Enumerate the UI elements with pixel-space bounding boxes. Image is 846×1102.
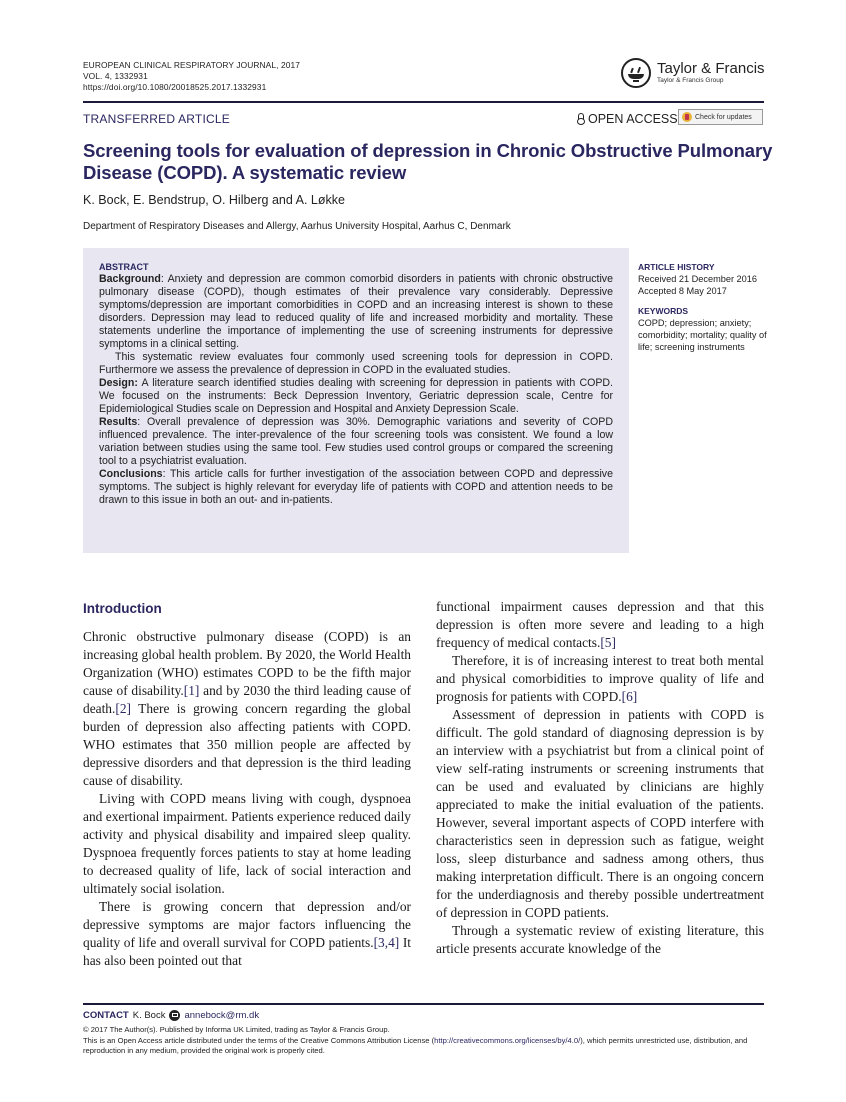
check-for-updates-button[interactable] (678, 109, 763, 125)
oil-lamp-logo-icon (621, 58, 651, 88)
citation-link[interactable]: [1] (183, 683, 200, 698)
article-authors: K. Bock, E. Bendstrup, O. Hilberg and A. Løkke (83, 193, 345, 207)
check-updates-label: Check for updates (695, 113, 752, 121)
body-paragraph: Living with COPD means living with cough, dyspnoea and exertional impairment. Patients experience reduced daily activity and physical disability and impaired sleep quality. Dyspnoea frequently forces patients to stay at home leading to decreased quality of life, lack of social interaction and ultimately social isolation. (83, 791, 411, 896)
conclusions-label: Conclusions (99, 468, 163, 480)
contact-email-link[interactable]: annebock@rm.dk (184, 1010, 260, 1021)
results-label: Results (99, 416, 138, 428)
footer-divider (83, 1003, 764, 1005)
article-type: TRANSFERRED ARTICLE (83, 112, 230, 126)
history-heading: ARTICLE HISTORY (638, 262, 715, 272)
publisher-name: Taylor & Francis (657, 60, 765, 77)
body-paragraph: Therefore, it is of increasing interest to treat both mental and physical comorbidities to improve quality of life and prognosis for patients with COPD.[6] (436, 653, 764, 704)
body-paragraph: functional impairment causes depression and that this depression is often more severe and leading to a high frequency of medical contacts.[5] (436, 599, 764, 650)
citation-link[interactable]: [3,4] (373, 935, 400, 950)
publisher-logo[interactable] (621, 58, 765, 88)
background-label: Background (99, 273, 161, 285)
citation-link[interactable]: [5] (600, 635, 616, 650)
abstract-conclusions: Conclusions: This article calls for further investigation of the association between COPD and depressive symptoms. The subject is highly relevant for everyday life of patients with COPD and attention needs to be drawn to this issue in both an out- and in-patients. (99, 468, 613, 506)
license-text: This is an Open Access article distributed under the terms of the Creative Commons Attribution License (http://creativecommons.org/licenses/by/4.0/), which permits unrestricted use, distribution, and reproduction in any medium, provided the original work is properly cited. (83, 1035, 748, 1055)
article-sidebar (638, 262, 773, 353)
contact-line (83, 1010, 259, 1021)
abstract-background: Background: Anxiety and depression are common comorbid disorders in patients with chronic obstructive pulmonary disease (COPD), though estimates of their prevalence vary considerably. Depressive symptoms/depression are important comorbidities in COPD and an increasing interest is shown to these disorders. Depression may lead to reduced quality of life and increased morbidity and mortality. These statements underline the importance of implementing the use of screening instruments for depressive symptoms in a clinical setting. (99, 273, 613, 350)
keywords-heading: KEYWORDS (638, 306, 689, 316)
section-heading-introduction: Introduction (83, 601, 162, 616)
header-divider (83, 101, 764, 103)
contact-label: CONTACT (83, 1010, 129, 1021)
article-title: Screening tools for evaluation of depression in Chronic Obstructive Pulmonary Disease (COPD). A systematic review (83, 140, 773, 183)
contact-name: K. Bock (132, 1010, 166, 1021)
open-access-badge (577, 112, 678, 126)
doi-link[interactable]: https://doi.org/10.1080/20018525.2017.1332931 (83, 82, 267, 92)
body-paragraph: Assessment of depression in patients with COPD is difficult. The gold standard of diagnosing depression is by an interview with a psychiatrist but from a clinical point of view self-rating instruments or screening instruments that can be used and evaluated by clinicians are highly appreciated to make the initial evaluation of the patients. However, several important aspects of COPD interfere with characteristics seen in depression such as fatigue, weight loss, sleep disturbance and sadness among others, thus making interpretation difficult. There is an ongoing concern for the underdiagnosis and thereby possible undertreatment of depression in COPD patients. (436, 707, 764, 920)
abstract-background-2: This systematic review evaluates four commonly used screening tools for depression in COPD. Furthermore we assess the prevalence of depression in COPD in the evaluated studies. (99, 351, 613, 376)
abstract-results: Results: Overall prevalence of depression was 30%. Demographic variations and severity of COPD influenced prevalence. The inter-prevalence of the four screening tools was consistent. We found a low variation between studies using the same tool. Few studies used control groups or compared the screening tool to a psychiatrist evaluation. (99, 416, 613, 467)
accepted-date: Accepted 8 May 2017 (638, 286, 727, 296)
license-notice (83, 1025, 768, 1057)
copyright-text: © 2017 The Author(s). Published by Informa UK Limited, trading as Taylor & Francis Group. (83, 1025, 390, 1034)
crossmark-icon (682, 112, 692, 122)
abstract-heading: ABSTRACT (99, 262, 149, 272)
email-icon (169, 1010, 180, 1021)
body-column-left (83, 600, 411, 970)
license-link[interactable]: http://creativecommons.org/licenses/by/4.0/ (434, 1035, 581, 1045)
citation-link[interactable]: [2] (115, 701, 131, 716)
open-lock-icon (577, 113, 585, 125)
journal-meta (83, 60, 300, 93)
design-label: Design: (99, 377, 138, 389)
abstract-design: Design: A literature search identified studies dealing with screening for depression in patients with COPD. We focused on the instruments: Beck Depression Inventory, Geriatric depression scale, Centre for Epidemiological Studies scale on Depression and Hospital and Anxiety Depression Scale. (99, 377, 613, 415)
body-column-right (436, 598, 764, 958)
publisher-group: Taylor & Francis Group (657, 77, 724, 84)
received-date: Received 21 December 2016 (638, 274, 757, 284)
citation-link[interactable]: [6] (621, 689, 638, 704)
journal-name: EUROPEAN CLINICAL RESPIRATORY JOURNAL, 2017 (83, 60, 301, 70)
journal-volume: VOL. 4, 1332931 (83, 71, 148, 81)
abstract-box (83, 248, 629, 553)
body-paragraph: Through a systematic review of existing literature, this article presents accurate knowledge of the (436, 923, 764, 956)
keywords-list: COPD; depression; anxiety; comorbidity; mortality; quality of life; screening instruments (638, 318, 767, 352)
body-paragraph: There is growing concern that depression and/or depressive symptoms are major factors influencing the quality of life and overall survival for COPD patients.[3,4] It has also been pointed out that (83, 899, 411, 968)
article-affiliation: Department of Respiratory Diseases and Allergy, Aarhus University Hospital, Aarhus C, Denmark (83, 221, 511, 232)
open-access-label: OPEN ACCESS (588, 112, 678, 126)
body-paragraph: Chronic obstructive pulmonary disease (COPD) is an increasing global health problem. By 2020, the World Health Organization (WHO) estimates COPD to be the fifth major cause of disability.[1] and by 2030 the third leading cause of death.[2] There is growing concern regarding the global burden of depression also affecting patients with COPD. WHO estimates that 350 million people are affected by depressive disorders and that depression is the third leading cause of disability. (83, 629, 411, 788)
